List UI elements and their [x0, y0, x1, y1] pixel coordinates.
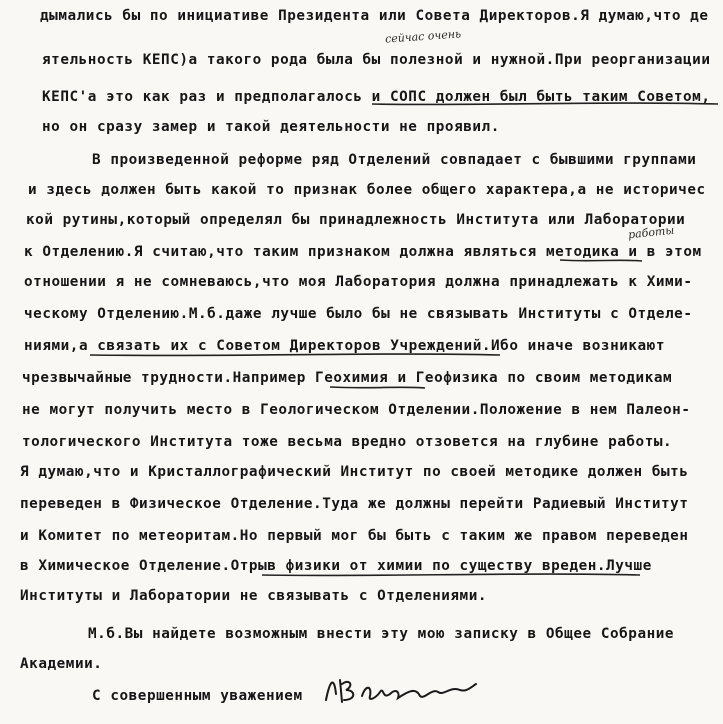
text-line-11: ниями,а связать их с Советом Директоров Учреждений.Ибо иначе возникают — [24, 338, 666, 354]
text-line-5: В произведенной реформе ряд Отделений совпадает с бывшими группами — [92, 152, 697, 168]
text-line-4: но он сразу замер и такой деятельности не проявил. — [42, 119, 500, 135]
text-line-6: и здесь должен быть какой то признак более общего характера,а не историчес — [28, 182, 706, 198]
text-line-8: к Отделению.Я считаю,что таким признаком должна являться методика и в этом — [24, 244, 702, 260]
handwritten-insertion-1: сейчас очень — [384, 27, 462, 46]
text-line-2: ятельность КЕПС)а такого рода была бы полезной и нужной.При реорганизации — [42, 52, 711, 68]
text-line-14: тологического Института тоже весьма вредно отзовется на глубине работы. — [22, 434, 673, 450]
handwritten-insertion-2: работы — [627, 223, 675, 242]
text-line-19: Институты и Лаборатории не связывать с Отделениями. — [20, 588, 488, 604]
text-line-20: М.б.Вы найдете возможным внести эту мою записку в Общее Собрание — [88, 626, 675, 642]
text-line-3: КЕПС'а это как раз и предполагалось и СОПС должен был быть таким Советом, — [42, 89, 711, 105]
text-line-10: ческому Отделению.М.б.даже лучше было бы не связывать Институты с Отделе- — [24, 306, 693, 322]
text-line-15: Я думаю,что и Кристаллографический Институт по своей методике должен быть — [20, 464, 689, 480]
signature — [320, 670, 480, 710]
text-line-21: Академии. — [20, 656, 103, 672]
text-line-16: переведен в Физическое Отделение.Туда же должны перейти Радиевый Институт — [20, 496, 689, 512]
text-line-17: и Комитет по метеоритам.Но первый мог бы быть с таким же правом переведен — [20, 528, 689, 544]
text-line-9: отношении я не сомневаюсь,что моя Лаборатория должна принадлежать к Хими- — [24, 274, 693, 290]
text-line-12: чрезвычайные трудности.Например Геохимия и Геофизика по своим методикам — [22, 370, 673, 386]
text-line-1: дымались бы по инициативе Президента или Совета Директоров.Я думаю,что де — [40, 8, 709, 24]
closing-salutation: С совершенным уважением — [92, 688, 303, 704]
text-line-13: не могут получить место в Геологическом Отделении.Положение в нем Палеон- — [22, 402, 691, 418]
text-line-7: кой рутины,который определял бы принадлежность Института или Лаборатории — [26, 212, 686, 228]
text-line-18: в Химическое Отделение.Отрыв физики от химии по существу вреден.Лучше — [20, 558, 652, 574]
